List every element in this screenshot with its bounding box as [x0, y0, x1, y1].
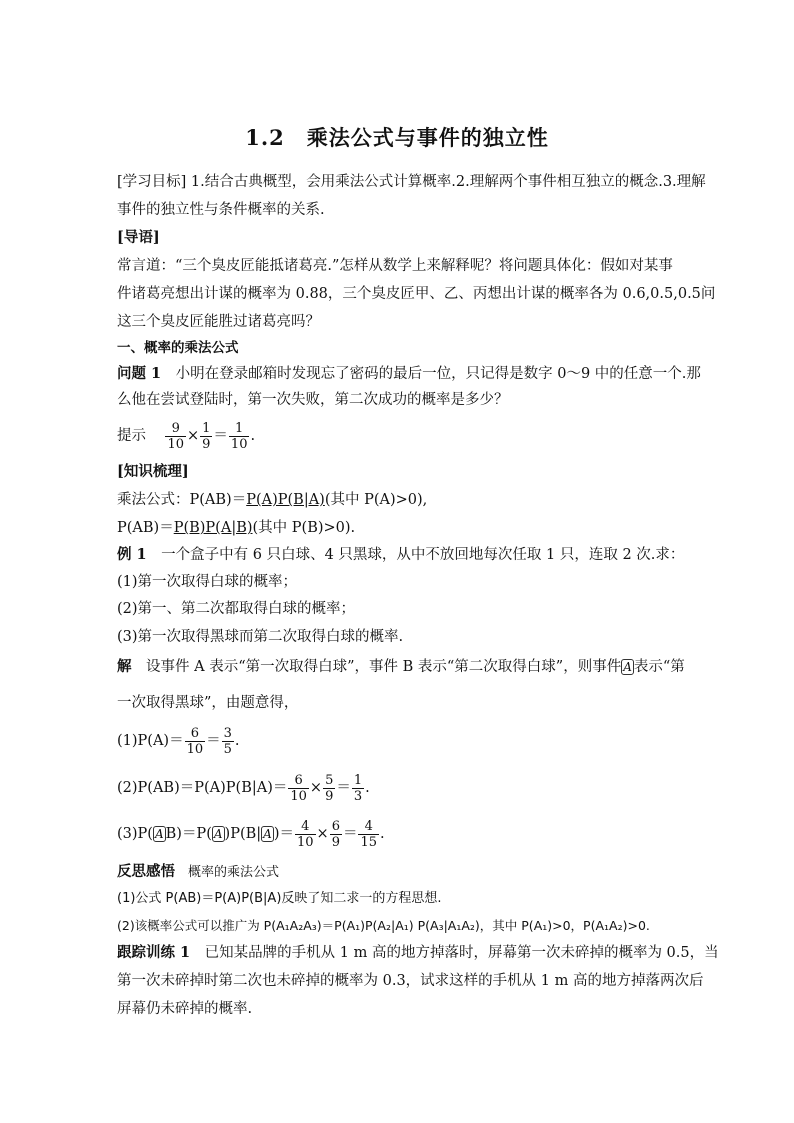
formula-line-2: P(AB)＝P(B)P(A|B)(其中 P(B)>0).: [117, 520, 356, 536]
example-1-label: 例 1: [117, 546, 147, 563]
formula-blank-1: P(A)P(B|A): [246, 492, 325, 508]
reflection-label: 反思感悟: [117, 863, 175, 880]
intro-line-3: 这三个臭皮匠能胜过诸葛亮吗？: [117, 314, 320, 330]
fraction: $\frac{1}{10}$: [230, 420, 248, 452]
reflection-line-2: (2)该概率公式可以推广为 P(A₁A₂A₃)＝P(A₁)P(A₂|A₁) P(A₃|A₁A₂)，其中 P(A₁)>0，P(A₁A₂)>0.: [117, 918, 650, 933]
reflection-heading: [117, 862, 687, 883]
complement-box: A: [154, 827, 164, 841]
complement-box: A: [213, 827, 223, 841]
solution-step-3: (3)P( A B)＝P( A )P(B| A )＝ $\frac{4}{10}$ × $\frac{6}{9}$ ＝ $\frac{4}{15}$ .: [117, 818, 385, 850]
hint-line: 提示 $\frac{9}{10}$ × $\frac{1}{9}$ ＝ $\frac{1}{10}$ .: [117, 420, 256, 452]
formula-blank-2: P(B)P(A|B): [173, 520, 253, 536]
example-1-line: 例 1 一个盒子中有 6 只白球、4 只黑球，从中不放回地每次任取 1 只，连取 2 次.求：: [117, 546, 685, 563]
fraction: $\frac{6}{10}$: [290, 772, 307, 804]
solution-line-2: 一次取得黑球”，由题意得，: [117, 695, 299, 711]
practice-1-line-3: 屏幕仍未碎掉的概率.: [117, 1001, 253, 1017]
practice-1-line-1: 跟踪训练 1 已知某品牌的手机从 1 m 高的地方掉落时，屏幕第一次未碎掉的概率为 0.5，当: [117, 944, 719, 961]
example-item-2: (2)第一、第二次都取得白球的概率；: [117, 601, 356, 617]
formula-line-1: 乘法公式：P(AB)＝P(A)P(B|A)(其中 P(A)>0),: [117, 492, 428, 508]
fraction: $\frac{9}{10}$: [167, 420, 184, 452]
reflection-subtitle: 概率的乘法公式: [175, 865, 280, 880]
goals-line-1: [117, 172, 706, 192]
solution-step-1: (1)P(A)＝ $\frac{6}{10}$ ＝ $\frac{3}{5}$ .: [117, 725, 240, 757]
intro-line-1: 常言道：“三个臭皮匠能抵诸葛亮.”怎样从数学上来解释呢？将问题具体化：假如对某事: [117, 258, 673, 274]
reflection-line-1: (1)公式 P(AB)＝P(A)P(B|A)反映了知二求一的方程思想.: [117, 891, 442, 906]
practice-1-line-2: 第一次未碎掉时第二次也未碎掉的概率为 0.3，试求这样的手机从 1 m 高的地方掉落两次后: [117, 973, 704, 989]
fraction: $\frac{4}{15}$: [360, 818, 378, 850]
goals-text-1: 1.结合古典概型，会用乘法公式计算概率.2.理解两个事件相互独立的概念.3.理解: [186, 174, 706, 190]
practice-1-label: 跟踪训练 1: [117, 944, 191, 961]
solution-line-1: 解 设事件 A 表示“第一次取得白球”，事件 B 表示“第二次取得白球”，则事件 A 表示“第: [117, 658, 685, 675]
fraction: $\frac{6}{10}$: [186, 725, 204, 757]
fraction: $\frac{1}{3}$: [353, 772, 363, 804]
solution-label: 解: [117, 658, 132, 675]
hint-label: 提示: [117, 428, 146, 444]
fraction: $\frac{3}{5}$: [223, 725, 232, 757]
fraction: $\frac{6}{9}$: [331, 818, 340, 850]
fraction: $\frac{4}{10}$: [297, 818, 314, 850]
intro-line-2: 件诸葛亮想出计谋的概率为 0.88，三个臭皮匠甲、乙、丙想出计谋的概率各为 0.6,0.5,0.5问: [117, 286, 716, 302]
goals-label: [学习目标]: [117, 174, 187, 190]
knowledge-label: [知识梳理]: [117, 463, 189, 480]
fraction: $\frac{1}{9}$: [202, 420, 211, 452]
section-heading: 一、概率的乘法公式: [117, 340, 239, 356]
question-1-line-2: 么他在尝试登陆时，第一次失败，第二次成功的概率是多少？: [117, 392, 509, 408]
example-item-1: (1)第一次取得白球的概率；: [117, 574, 298, 590]
question-1-line-1: [117, 364, 701, 384]
example-item-3: (3)第一次取得黑球而第二次取得白球的概率.: [117, 629, 404, 645]
fraction: $\frac{5}{9}$: [325, 772, 334, 804]
question-1-text-1: 小明在登录邮箱时发现忘了密码的最后一位，只记得是数字 0～9 中的任意一个.那: [161, 366, 701, 382]
complement-box: A: [263, 827, 272, 841]
goals-line-2: 事件的独立性与条件概率的关系.: [117, 202, 325, 218]
intro-label: [导语]: [117, 229, 160, 246]
page-title: 1.2 乘法公式与事件的独立性: [245, 125, 549, 150]
complement-box: A: [623, 660, 632, 674]
question-1-label: 问题 1: [117, 365, 162, 382]
solution-step-2: (2)P(AB)＝P(A)P(B|A)＝ $\frac{6}{10}$ × $\frac{5}{9}$ ＝ $\frac{1}{3}$ .: [117, 772, 370, 804]
